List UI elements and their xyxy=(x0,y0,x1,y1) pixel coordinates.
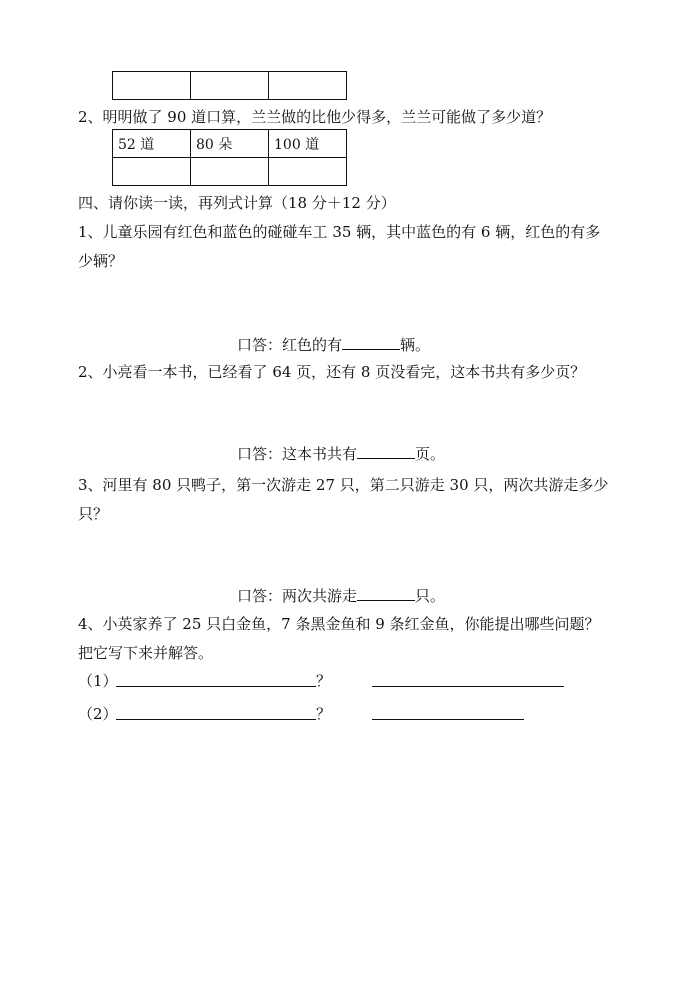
answer-prefix: 口答：两次共游走 xyxy=(237,587,358,605)
problem-3-answer xyxy=(237,584,445,606)
question-blank-line[interactable] xyxy=(116,686,316,687)
problem-4-line-2: 把它写下来并解答。 xyxy=(78,644,214,662)
answer-blank[interactable] xyxy=(342,333,400,350)
problem-3-line-1: 3、河里有 80 只鸭子，第一次游走 27 只，第二只游走 30 只，两次共游走多少 xyxy=(78,476,609,494)
table-cell[interactable] xyxy=(269,72,347,100)
question-blank-line[interactable] xyxy=(116,719,316,720)
table-cell[interactable] xyxy=(113,72,191,100)
q2-options-table xyxy=(112,129,347,186)
section-heading: 四、请你读一读，再列式计算（18 分＋12 分） xyxy=(78,194,396,212)
top-answer-table xyxy=(112,71,347,100)
answer-cell[interactable] xyxy=(191,158,269,186)
option-cell: 80 朵 xyxy=(191,130,269,158)
problem-3-line-2: 只？ xyxy=(78,505,109,523)
answer-blank-line[interactable] xyxy=(372,686,564,687)
answer-blank[interactable] xyxy=(357,442,415,459)
option-cell: 100 道 xyxy=(269,130,347,158)
problem-2-line-1: 2、小亮看一本书，已经看了 64 页，还有 8 页没看完，这本书共有多少页？ xyxy=(78,363,586,381)
question-mark: ？ xyxy=(316,672,332,690)
answer-suffix: 辆。 xyxy=(400,336,431,354)
answer-blank-line[interactable] xyxy=(372,719,524,720)
q2-text: 2、明明做了 90 道口算，兰兰做的比他少得多，兰兰可能做了多少道？ xyxy=(78,108,552,126)
answer-prefix: 口答：红色的有 xyxy=(237,336,343,354)
problem-1-line-1: 1、儿童乐园有红色和蓝色的碰碰车工 35 辆，其中蓝色的有 6 辆，红色的有多 xyxy=(78,223,601,241)
answer-cell[interactable] xyxy=(269,158,347,186)
option-cell: 52 道 xyxy=(113,130,191,158)
answer-prefix: 口答：这本书共有 xyxy=(237,445,358,463)
table-cell[interactable] xyxy=(191,72,269,100)
answer-blank[interactable] xyxy=(357,584,415,601)
answer-cell[interactable] xyxy=(113,158,191,186)
problem-1-line-2: 少辆？ xyxy=(78,252,124,270)
sub-question-label: （2） xyxy=(78,705,118,723)
problem-4-line-1: 4、小英家养了 25 只白金鱼，7 条黑金鱼和 9 条红金鱼，你能提出哪些问题？ xyxy=(78,615,600,633)
answer-suffix: 只。 xyxy=(415,587,446,605)
sub-question-label: （1） xyxy=(78,672,118,690)
answer-suffix: 页。 xyxy=(415,445,446,463)
problem-1-answer xyxy=(237,333,430,355)
problem-2-answer xyxy=(237,442,445,464)
question-mark: ？ xyxy=(316,705,332,723)
